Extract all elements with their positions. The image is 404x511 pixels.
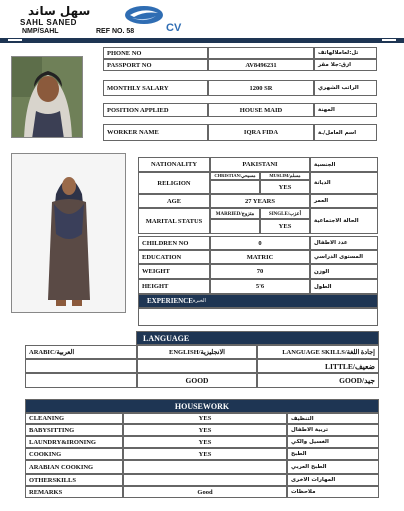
position-label: POSITION APPLIED (103, 103, 208, 117)
marital-single: SINGLE/أعزب (260, 208, 310, 219)
age-value: 27 YEARS (210, 194, 310, 208)
position-value: HOUSE MAID (208, 103, 314, 117)
worker-name-value: IQRA FIDA (208, 124, 314, 141)
phone-label: PHONE NO (103, 47, 208, 59)
ref-number: 58 (126, 28, 135, 35)
housework-row-ar: المهارات الاخرى (287, 474, 379, 486)
ref-label-text: REF NO. (96, 28, 125, 35)
housework-row-value: YES (123, 436, 287, 448)
nationality-ar: الجنسية (310, 157, 378, 172)
experience-label: EXPERIENCE (147, 297, 193, 305)
housework-row-label: ARABIAN COOKING (25, 460, 123, 474)
religion-value: YES (260, 180, 310, 194)
housework-header: HOUSEWORK (25, 399, 379, 413)
children-label: CHILDREN NO (138, 236, 210, 250)
housework-row-value (123, 474, 287, 486)
housework-row-value: YES (123, 413, 287, 424)
housework-row-ar: الغسيل والكي (287, 436, 379, 448)
housework-row-label: REMARKS (25, 486, 123, 498)
logo (20, 4, 165, 26)
worker-name-label: WORKER NAME (103, 124, 208, 141)
marital-value: YES (260, 219, 310, 234)
height-ar: الطول (310, 279, 378, 294)
experience-ar: الخبرة (192, 298, 206, 304)
cv-label: CV (166, 22, 182, 34)
religion-muslim: MUSLIM/مسلم (260, 172, 310, 180)
weight-ar: الوزن (310, 264, 378, 279)
religion-ar: الديانة (310, 172, 378, 194)
marital-married: MARRIED/متزوج (210, 208, 260, 219)
lang-good-en-value: GOOD (137, 373, 257, 388)
header-dash-left (8, 39, 22, 41)
housework-row-label: OTHERSKILLS (25, 474, 123, 486)
salary-label: MONTHLY SALARY (103, 80, 208, 96)
logo-arabic: سهل ساند (28, 4, 91, 18)
nationality-label: NATIONALITY (138, 157, 210, 172)
housework-row-ar: تربية الاطفال (287, 424, 379, 436)
housework-row-value: YES (123, 424, 287, 436)
salary-ar: الراتب الشهري (314, 80, 377, 96)
housework-row-ar: الطبخ العربي (287, 460, 379, 474)
housework-row-value (123, 460, 287, 474)
salary-value: 1200 SR (208, 80, 314, 96)
phone-value (208, 47, 314, 59)
housework-row-value: YES (123, 448, 287, 460)
housework-row-label: CLEANING (25, 413, 123, 424)
marital-ar: الحالة الاجتماعية (310, 208, 378, 234)
lang-english: ENGLISH/الانجليزية (137, 345, 257, 359)
marital-label: MARITAL STATUS (138, 208, 210, 234)
lang-skills: LANGUAGE SKILLS/إجادة اللغة (257, 345, 379, 359)
language-header: LANGUAGE (136, 331, 379, 345)
housework-row-label: LAUNDRY&IRONING (25, 436, 123, 448)
age-ar: العمر (310, 194, 378, 208)
housework-row-value: Good (123, 486, 287, 498)
logo-mark-icon (124, 5, 164, 25)
housework-row-ar: الطبخ (287, 448, 379, 460)
housework-row-ar: ملاحظات (287, 486, 379, 498)
lang-little: LITTLE/ضعيف (257, 359, 379, 373)
education-label: EDUCATION (138, 250, 210, 264)
ref-label (96, 28, 134, 35)
lang-good-ar (25, 373, 137, 388)
experience-body (138, 308, 378, 326)
experience-header (138, 294, 378, 308)
education-value: MATRIC (210, 250, 310, 264)
logo-english: SAHL SANED (20, 18, 77, 27)
housework-row-ar: التنظيف (287, 413, 379, 424)
position-ar: المهنة (314, 103, 377, 117)
lang-little-en (137, 359, 257, 373)
header-bar (0, 38, 404, 43)
housework-row-label: BABYSITTING (25, 424, 123, 436)
weight-value: 70 (210, 264, 310, 279)
weight-label: WEIGHT (138, 264, 210, 279)
education-ar: المستوى الدراسي (310, 250, 378, 264)
lang-arabic: ARABIC/العربية (25, 345, 137, 359)
height-label: HEIGHT (138, 279, 210, 294)
age-label: AGE (138, 194, 210, 208)
passport-value: AV8496231 (208, 59, 314, 71)
height-value: 5'6 (210, 279, 310, 294)
header-dash-right (382, 39, 396, 41)
profile-photo (11, 56, 83, 138)
phone-ar: تل:لعاملالهاتف (314, 47, 377, 59)
nationality-value: PAKISTANI (210, 157, 310, 172)
worker-name-ar: اسم العامل/ـة (314, 124, 377, 141)
passport-ar: ازق:جلا مقر (314, 59, 377, 71)
housework-row-label: COOKING (25, 448, 123, 460)
religion-christian-value (210, 180, 260, 194)
lang-good: GOOD/جيد (257, 373, 379, 388)
lang-little-ar (25, 359, 137, 373)
religion-christian: CHRISTIAN/مسيحي (210, 172, 260, 180)
children-value: 0 (210, 236, 310, 250)
full-body-photo (11, 153, 126, 313)
marital-married-value (210, 219, 260, 234)
agency-code: NMP/SAHL (22, 28, 59, 35)
children-ar: عدد الاطفال (310, 236, 378, 250)
passport-label: PASSPORT NO (103, 59, 208, 71)
religion-label: RELIGION (138, 172, 210, 194)
